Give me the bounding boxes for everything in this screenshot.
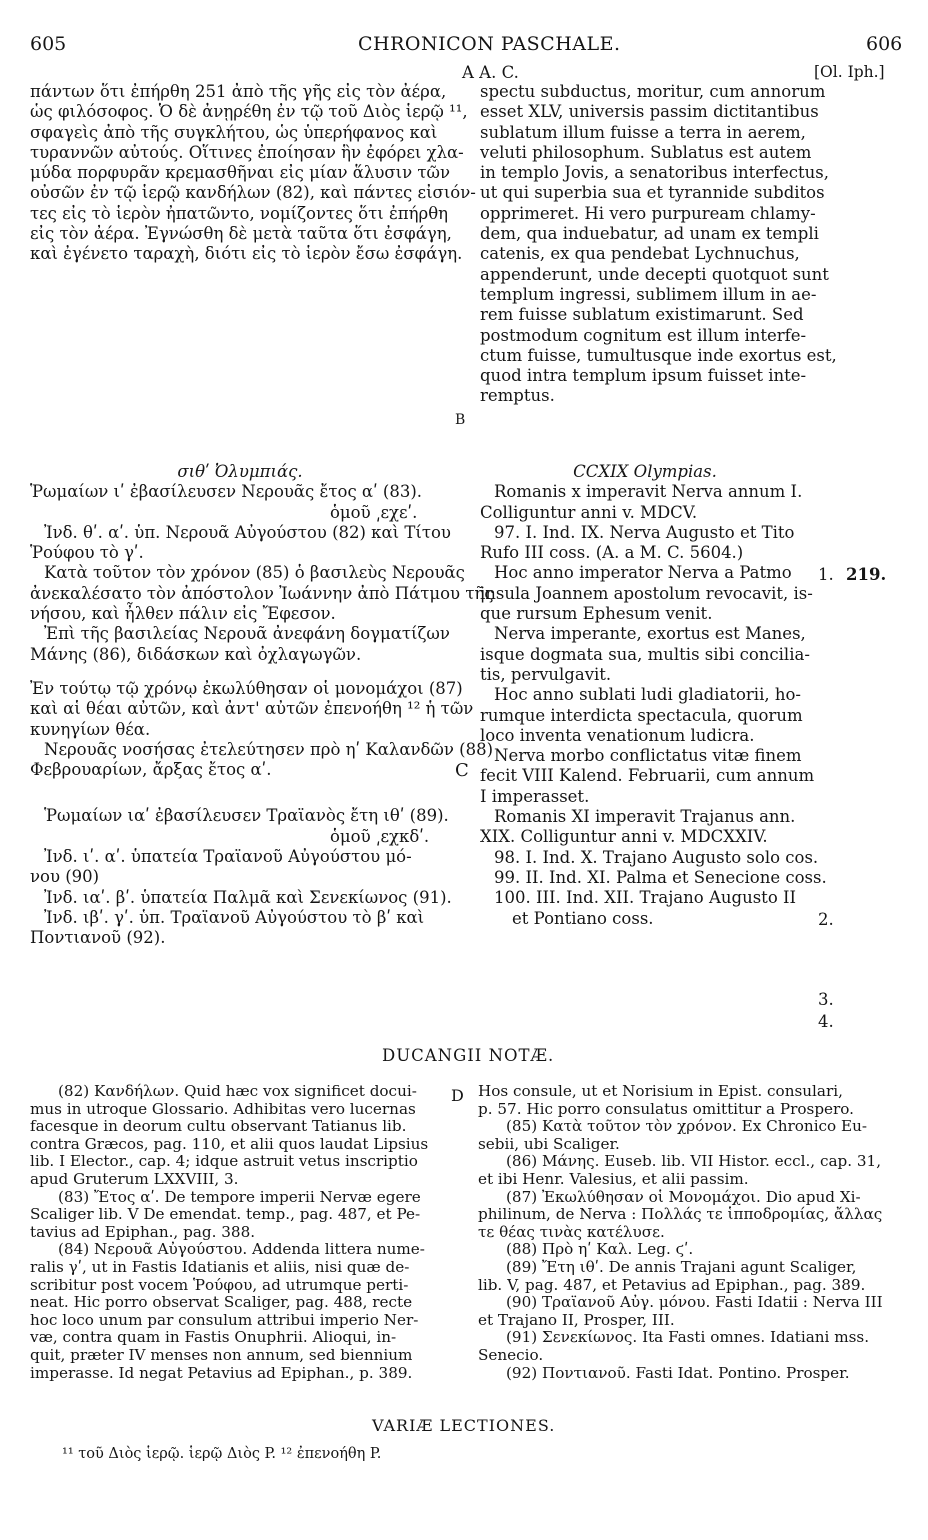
text-line: ἀνεκαλέσατο τὸν ἀπόστολον Ἰωάννην ἀπὸ Πάτμου τῆς (30, 583, 494, 603)
note-line: et ibi Henr. Valesius, et alii passim. (478, 1169, 749, 1188)
text-line: Nerva morbo conflictatus vitæ finem (494, 746, 802, 766)
page-number-left: 605 (30, 33, 67, 55)
text-line: Romanis x imperavit Nerva annum I. (494, 482, 803, 502)
text-line: Φεβρουαρίων, ἄρξας ἔτος αʹ. (30, 760, 272, 780)
text-line: spectu subductus, moritur, cum annorum (480, 82, 826, 101)
latin-text-top (480, 82, 837, 407)
text-line: in templo Jovis, a senatoribus interfectus, (480, 163, 829, 183)
text-line: Ῥωμαίων ιʹ ἐβασίλευσεν Νερουᾶς ἔτος αʹ (83). (30, 482, 423, 502)
olympiad-heading: CCXIX Olympias. (573, 462, 717, 481)
text-line: 99. II. Ind. XI. Palma et Senecione coss. (494, 867, 827, 887)
greek-text-chronicle (30, 462, 494, 949)
text-line: Νερουᾶς νοσήσας ἐτελεύτησεν πρὸ ηʹ Καλανδῶν (88) (44, 739, 494, 759)
note-line: philinum, de Nerva : Πολλάς τε ἱπποδρομίας, ἄλλας (478, 1205, 883, 1224)
text-line: Hoc anno imperator Nerva a Patmo (494, 563, 792, 583)
note-line: neat. Hic porro observat Scaliger, pag. 488, recte (30, 1293, 413, 1312)
note-line: (84) Νερουᾶ Αὐγούστου. Addenda littera nume- (58, 1240, 425, 1259)
notes-right-column (478, 1083, 898, 1382)
text-line: καὶ ἐγένετο ταραχὴ, διότι εἰς τὸ ἱερὸν ἔσω ἐσφάγη. (30, 244, 463, 264)
note-line: lib. V, pag. 487, et Petavius ad Epiphan., pag. 389. (478, 1275, 866, 1294)
text-line: Ἰνδ. ιαʹ. βʹ. ὑπατεία Παλμᾶ καὶ Σενεκίωνος (91). (44, 887, 452, 907)
text-line: sublatum illum fuisse a terra in aerem, (480, 122, 806, 142)
text-line: εἰς τὸν ἀέρα. Ἐγνώσθη δὲ μετὰ ταῦτα ὅτι ἐσφάγη, (30, 224, 452, 244)
text-line: opprimeret. Hi vero purpuream chlamy- (480, 203, 816, 223)
greek-text-top (30, 82, 476, 265)
note-line: (82) Κανδήλων. Quid hæc vox significet docui- (58, 1082, 417, 1100)
text-line: τες εἰς τὸ ἱερὸν ἠπατῶντο, νομίζοντες ὅτι ἐπήρθη (30, 203, 449, 223)
notes-left-column (30, 1083, 450, 1382)
text-line: πάντων ὅτι ἐπήρθη 251 ἀπὸ τῆς γῆς εἰς τὸν ἀέρα, (30, 82, 447, 101)
text-line: τυραννῶν αὐτούς. Οἵτινες ἐποίησαν ἣν ἐφόρει χλα- (30, 142, 464, 162)
text-line: Ῥούφου τὸ γʹ. (30, 543, 144, 563)
text-line: templum ingressi, sublimem illum in ae- (480, 284, 817, 304)
text-line: isque dogmata sua, multis sibi concilia- (480, 644, 810, 664)
note-line: lib. I Elector., cap. 4; idque astruit vetus inscriptio (30, 1152, 418, 1171)
text-line: Colliguntur anni v. MDCV. (480, 502, 698, 522)
text-line: remptus. (480, 386, 555, 406)
note-line: Scaliger lib. V De emendat. temp., pag. 487, et Pe- (30, 1205, 421, 1224)
text-line: νήσου, καὶ ἦλθεν πάλιν εἰς Ἔφεσον. (30, 604, 336, 624)
text-line: ctum fuisse, tumultusque inde exortus est, (480, 345, 837, 365)
note-line: (87) Ἐκωλύθησαν οἱ Μονομάχοι. Dio apud Xi- (506, 1187, 861, 1206)
note-line: imperasse. Id negat Petavius ad Epiphan., p. 389. (30, 1363, 413, 1382)
text-line: appenderunt, unde decepti quotquot sunt (480, 264, 829, 284)
text-line: insula Joannem apostolum revocavit, is- (480, 583, 813, 603)
note-line: τε θέας τινὰς κατέλυσε. (478, 1222, 665, 1241)
note-line: (85) Κατὰ τοῦτον τὸν χρόνον. Ex Chronico Eu- (506, 1117, 868, 1136)
text-line: esset XLV, universis passim dictitantibus (480, 102, 819, 122)
note-line: Senecio. (478, 1345, 544, 1364)
text-line: fecit VIII Kalend. Februarii, cum annum (480, 766, 815, 786)
text-line: loco inventa venationum ludicra. (480, 725, 755, 745)
note-line: Hos consule, ut et Norisium in Epist. consulari, (478, 1082, 843, 1100)
olympiad-bracket-label: [Ol. Iph.] (814, 63, 885, 81)
text-line: 100. III. Ind. XII. Trajano Augusto II (494, 888, 797, 908)
text-line: 97. I. Ind. IX. Nerva Augusto et Tito (494, 522, 795, 542)
running-title: CHRONICON PASCHALE. (358, 33, 621, 55)
text-line: Hoc anno sublati ludi gladiatorii, ho- (494, 685, 801, 705)
note-line: quit, præter IV menses non annum, sed biennium (30, 1345, 413, 1364)
text-line: Ἐπὶ τῆς βασιλείας Νερουᾶ ἀνεφάνη δογματίζων (44, 624, 450, 644)
text-line: veluti philosophum. Sublatus est autem (480, 142, 812, 162)
note-line: (89) Ἔτη ιθʹ. De annis Trajani agunt Scaliger, (506, 1257, 857, 1276)
note-line: (90) Τραϊανοῦ Αὐγ. μόνου. Fasti Idatii : Nerva III (506, 1293, 883, 1312)
text-line: Ἰνδ. θʹ. αʹ. ὑπ. Νερουᾶ Αὐγούστου (82) καὶ Τίτου (44, 522, 451, 542)
text-line: ὡς φιλόσοφος. Ὁ δὲ ἀνῃρέθη ἐν τῷ τοῦ Διὸς ἱερῷ ¹¹, (30, 102, 468, 122)
text-line: ὁμοῦ ͵εχεʹ. (330, 502, 418, 522)
text-line: catenis, ex qua pendebat Lychnuchus, (480, 244, 800, 264)
text-line: σφαγεὶς ἀπὸ τῆς συγκλήτου, ὡς ὑπερήφανος καὶ (30, 122, 438, 142)
note-line: (86) Μάνης. Euseb. lib. VII Histor. eccl., cap. 31, (506, 1152, 882, 1171)
note-line: tavius ad Epiphan., pag. 388. (30, 1222, 256, 1241)
variae-lectiones-line: ¹¹ τοῦ Διὸς ἱερῷ. ἱερῷ Διὸς P. ¹² ἐπενοήθη P. (62, 1446, 382, 1462)
text-line: postmodum cognitum est illum interfe- (480, 325, 807, 345)
latin-text-chronicle (480, 462, 827, 929)
anno-ab-christo-label: A A. C. (462, 63, 519, 82)
text-line: Nerva imperante, exortus est Manes, (494, 624, 806, 644)
text-line: οὐσῶν ἐν τῷ ἱερῷ κανδήλων (82), καὶ πάντες εἰσιόν- (30, 183, 476, 203)
note-line: et Trajano II, Prosper, III. (478, 1310, 675, 1329)
text-line: Ἰνδ. ιβʹ. γʹ. ὑπ. Τραϊανοῦ Αὐγούστου τὸ βʹ καὶ (44, 907, 425, 927)
margin-year-4: 4. (818, 1012, 834, 1031)
page-number-right: 606 (866, 33, 903, 55)
margin-year-3: 3. (818, 990, 834, 1009)
note-line: (92) Ποντιανοῦ. Fasti Idat. Pontino. Prosper. (506, 1363, 850, 1382)
olympiad-heading: σιθʹ Ὀλυμπιάς. (177, 462, 303, 481)
text-line: κυνηγίων θέα. (30, 719, 151, 739)
variae-lectiones-heading: VARIÆ LECTIONES. (372, 1416, 556, 1435)
margin-letter-c: C (455, 760, 469, 781)
margin-year-1: 1. (818, 565, 834, 584)
text-line: ὁμοῦ ͵εχκδʹ. (330, 826, 430, 846)
margin-olympiad-219: 219. (846, 565, 887, 584)
note-line: (88) Πρὸ ηʹ Καλ. Leg. ϛʹ. (506, 1240, 694, 1259)
text-line: Μάνης (86), διδάσκων καὶ ὀχλαγωγῶν. (30, 644, 362, 664)
text-line: Ἰνδ. ιʹ. αʹ. ὑπατεία Τραϊανοῦ Αὐγούστου μό- (44, 847, 412, 867)
text-line: Ῥωμαίων ιαʹ ἐβασίλευσεν Τραϊανὸς ἔτη ιθʹ (89). (44, 806, 449, 826)
text-line: Κατὰ τοῦτον τὸν χρόνον (85) ὁ βασιλεὺς Νερουᾶς (44, 563, 465, 583)
note-line: væ, contra quam in Fastis Onuphrii. Alioqui, in- (30, 1328, 397, 1347)
note-line: (91) Σενεκίωνος. Ita Fasti omnes. Idatiani mss. (506, 1328, 870, 1347)
text-line: rem fuisse sublatum existimarunt. Sed (480, 305, 804, 325)
notes-heading: DUCANGII NOTÆ. (382, 1046, 555, 1065)
text-line: rumque interdicta spectacula, quorum (480, 705, 803, 725)
text-line: et Pontiano coss. (512, 908, 654, 928)
note-line: p. 57. Hic porro consulatus omittitur a Prospero. (478, 1099, 854, 1118)
margin-letter-d: D (451, 1086, 464, 1105)
text-line: dem, qua induebatur, ad unam ex templi (480, 224, 819, 244)
margin-letter-b: B (455, 412, 466, 428)
margin-year-2: 2. (818, 910, 834, 929)
text-line: tis, pervulgavit. (480, 664, 612, 684)
text-line: καὶ αἱ θέαι αὐτῶν, καὶ ἀντ' αὐτῶν ἐπενοήθη ¹² ἡ τῶν (30, 699, 474, 719)
note-line: (83) Ἔτος αʹ. De tempore imperii Nervæ egere (58, 1187, 421, 1206)
text-line: XIX. Colliguntur anni v. MDCXXIV. (480, 827, 768, 847)
text-line: Ποντιανοῦ (92). (30, 928, 166, 948)
text-line: Romanis XI imperavit Trajanus ann. (494, 807, 796, 827)
note-line: scribitur post vocem Ῥούφου, ad utrumque perti- (30, 1275, 409, 1294)
text-line: Rufo III coss. (A. a M. C. 5604.) (480, 543, 744, 563)
note-line: hoc loco unum par consulum attribui imperio Ner- (30, 1310, 419, 1329)
text-line: 98. I. Ind. X. Trajano Augusto solo cos. (494, 847, 819, 867)
note-line: ralis γʹ, ut in Fastis Idatianis et aliis, nisi quæ de- (30, 1257, 410, 1276)
note-line: facesque in deorum cultu observant Tatianus lib. (30, 1117, 407, 1136)
text-line: que rursum Ephesum venit. (480, 604, 713, 624)
text-line: μύδα πορφυρᾶν κρεμασθῆναι εἰς μίαν ἅλυσιν τῶν (30, 163, 451, 183)
text-line: quod intra templum ipsum fuisset inte- (480, 366, 807, 386)
note-line: sebii, ubi Scaliger. (478, 1134, 620, 1153)
text-line: I imperasset. (480, 786, 590, 806)
text-line: Ἐν τούτῳ τῷ χρόνῳ ἐκωλύθησαν οἱ μονομάχοι (87) (30, 678, 463, 698)
text-line: ut qui superbia sua et tyrannide subditos (480, 183, 825, 203)
note-line: contra Græcos, pag. 110, et alii quos laudat Lipsius (30, 1134, 429, 1153)
text-line: νου (90) (30, 867, 100, 887)
note-line: mus in utroque Glossario. Adhibitas vero lucernas (30, 1099, 416, 1118)
note-line: apud Gruterum LXXVIII, 3. (30, 1169, 239, 1188)
